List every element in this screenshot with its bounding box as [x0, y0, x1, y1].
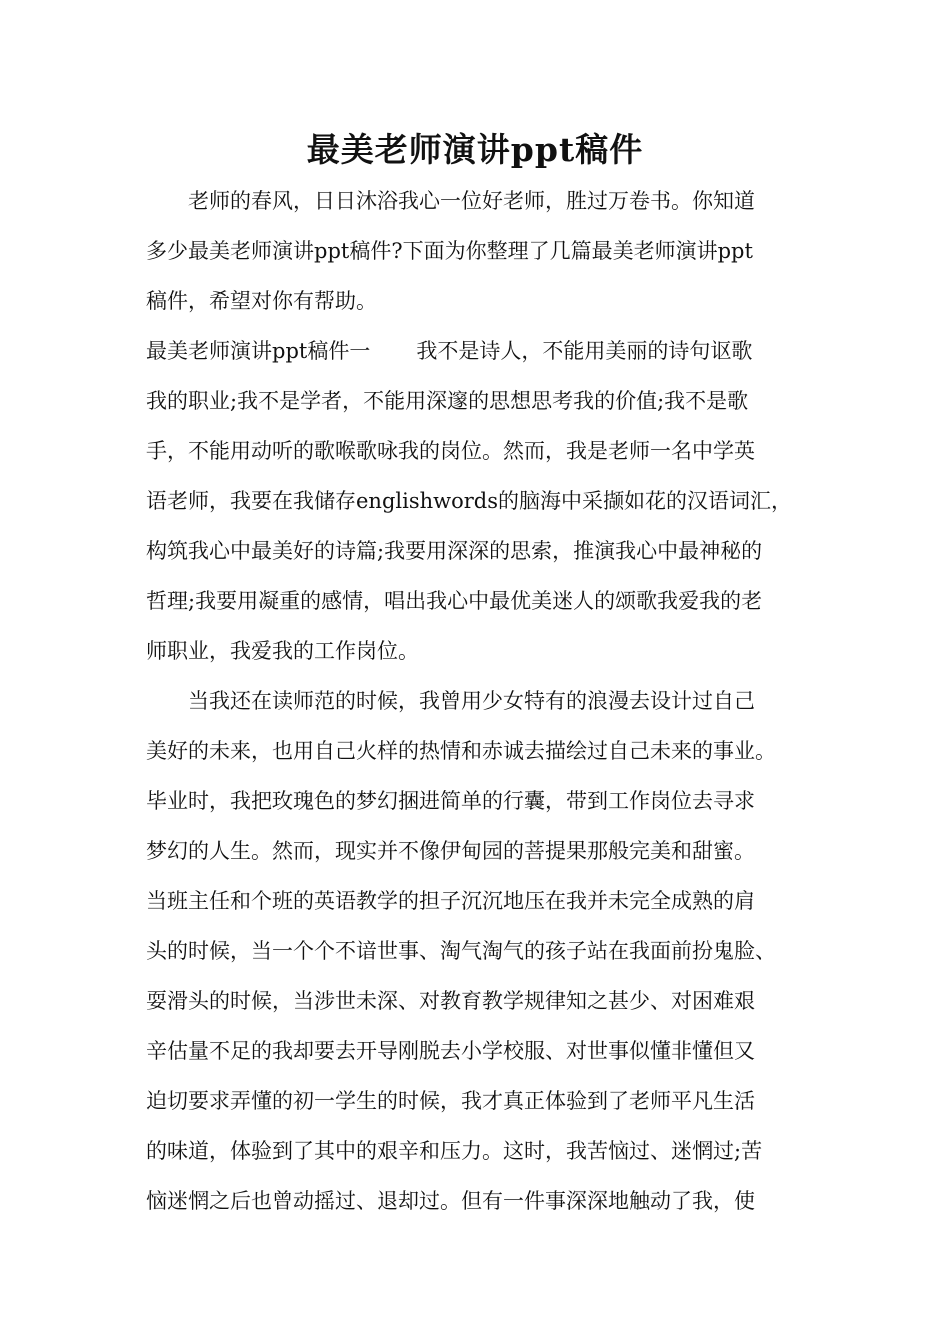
paragraph-text: 我不是诗人，不能用美丽的诗句讴歌 [416, 339, 753, 363]
paragraph-line: 迫切要求弄懂的初一学生的时候，我才真正体验到了老师平凡生活 [146, 1089, 755, 1113]
paragraph-line: 师职业，我爱我的工作岗位。 [146, 639, 419, 663]
section-heading: 最美老师演讲ppt稿件一 [146, 339, 371, 363]
paragraph-line: 梦幻的人生。然而，现实并不像伊甸园的菩提果那般完美和甜蜜。 [146, 839, 755, 863]
section-line [146, 336, 752, 366]
paragraph-line: 辛估量不足的我却要去开导刚脱去小学校服、对世事似懂非懂但又 [146, 1039, 755, 1063]
paragraph-line: 当我还在读师范的时候，我曾用少女特有的浪漫去设计过自己 [188, 689, 755, 713]
paragraph-line: 头的时候，当一个个不谙世事、淘气淘气的孩子站在我面前扮鬼脸、 [146, 939, 776, 963]
paragraph-line: 耍滑头的时候，当涉世未深、对教育教学规律知之甚少、对困难艰 [146, 989, 755, 1013]
paragraph-line: 稿件，希望对你有帮助。 [146, 289, 377, 313]
paragraph-line: 老师的春风，日日沐浴我心一位好老师，胜过万卷书。你知道 [188, 189, 755, 213]
paragraph-line: 我的职业;我不是学者，不能用深邃的思想思考我的价值;我不是歌 [146, 389, 749, 413]
paragraph-line: 恼迷惘之后也曾动摇过、退却过。但有一件事深深地触动了我，使 [146, 1189, 755, 1213]
paragraph-line: 多少最美老师演讲ppt稿件?下面为你整理了几篇最美老师演讲ppt [146, 239, 753, 263]
paragraph-line: 当班主任和个班的英语教学的担子沉沉地压在我并未完全成熟的肩 [146, 889, 755, 913]
paragraph-line: 手，不能用动听的歌喉歌咏我的岗位。然而，我是老师一名中学英 [146, 439, 755, 463]
paragraph-line: 的味道，体验到了其中的艰辛和压力。这时，我苦恼过、迷惘过;苦 [146, 1139, 763, 1163]
document-title: 最美老师演讲ppt稿件 [306, 130, 644, 169]
paragraph-line: 语老师，我要在我储存englishwords的脑海中采撷如花的汉语词汇， [146, 489, 793, 513]
paragraph-line: 毕业时，我把玫瑰色的梦幻捆进简单的行囊，带到工作岗位去寻求 [146, 789, 755, 813]
paragraph-line: 构筑我心中最美好的诗篇;我要用深深的思索，推演我心中最神秘的 [146, 539, 763, 563]
paragraph-line: 哲理;我要用凝重的感情，唱出我心中最优美迷人的颂歌我爱我的老 [146, 589, 763, 613]
paragraph-line: 美好的未来，也用自己火样的热情和赤诚去描绘过自己未来的事业。 [146, 739, 776, 763]
